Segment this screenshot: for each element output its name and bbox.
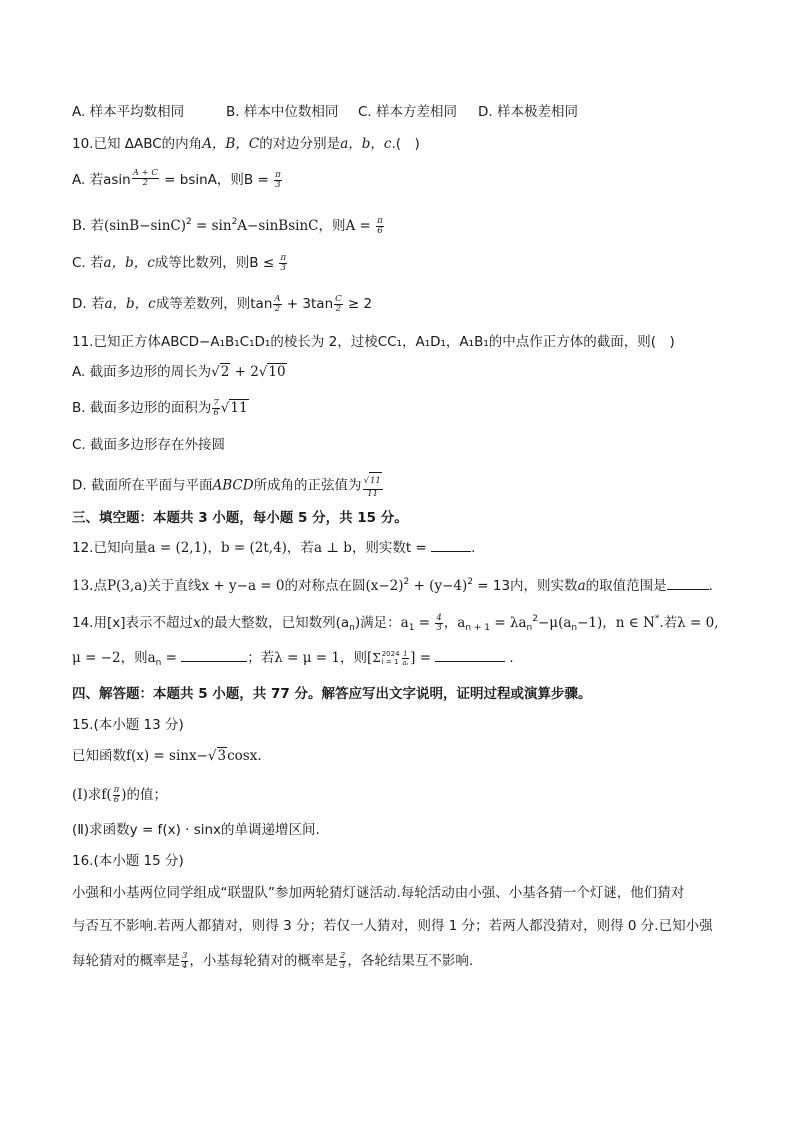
q10-c-prefix: C. 若 <box>72 255 104 271</box>
q12-vec-b2: b <box>343 540 352 556</box>
q10-d-fa-den: 2 <box>274 303 281 314</box>
q14-l2-n: n <box>155 658 162 668</box>
q14-l2-fden: aᵢ <box>402 658 409 667</box>
q14-l1-rec: = λa <box>490 615 527 631</box>
q13-var: a <box>577 578 586 594</box>
q10-c-mid: 成等比数列，则B ≤ <box>154 255 279 271</box>
q10-option-a <box>72 167 283 190</box>
q14-l1-star: * <box>654 614 660 624</box>
q14-answer-blank-1[interactable] <box>181 649 247 662</box>
q15-heading: 15.(本小题 13 分) <box>72 717 184 733</box>
q14-l2-sum <box>372 648 410 668</box>
q14-l2-bot: i = 1 <box>381 658 399 666</box>
q10-option-b <box>72 212 385 236</box>
q10-a-3: 3 <box>275 179 281 190</box>
q14-l2-fnum: 1 <box>403 649 408 658</box>
q14-l1-x: x <box>193 615 201 631</box>
q13-tail: = 13内，则实数 <box>472 578 578 594</box>
q10-stem-prefix: 10.已知 ΔABC的内角 <box>72 136 203 152</box>
q14-l1-tail: .若λ = 0, <box>659 615 719 631</box>
q15-part-2: (Ⅱ)求函数y = f(x) · sinx的单调递增区间. <box>72 822 320 838</box>
q9-option-d: D. 样本极差相同 <box>478 104 578 120</box>
q10-b-pi: π <box>377 215 383 226</box>
q16-l3-n1: 3 <box>182 950 188 961</box>
q9-options <box>72 102 578 122</box>
q14-l1-n1: n + 1 <box>465 623 491 633</box>
q9-option-b: B. 样本中位数相同 <box>226 104 339 120</box>
q14-l2-mid: ；若λ = μ = 1，则[ <box>247 650 373 666</box>
q10-b-sq: 2 <box>185 217 192 227</box>
q14-l2-limits <box>382 650 400 666</box>
q9-option-a: A. 样本平均数相同 <box>72 104 185 120</box>
q12-p3: ，则实数t = <box>351 540 432 556</box>
q11-option-c: C. 截面多边形存在外接圆 <box>72 437 226 453</box>
q14-l1-eq: = <box>414 615 435 631</box>
q10-d-frac-c <box>334 295 343 314</box>
q15-stem-tail: cosx. <box>227 748 262 764</box>
q12-answer-blank[interactable] <box>431 539 471 552</box>
q10-b-6: 6 <box>377 225 383 236</box>
q15-stem: 已知函数f(x) = sinx−√3cosx. <box>72 748 262 764</box>
q10-a-frac-num: A + C <box>132 167 158 178</box>
q13-sq2: 2 <box>467 577 473 587</box>
q11-option-a: A. 截面多边形的周长为√2 + 2√10 <box>72 364 286 380</box>
q10-a-fraction <box>132 169 159 188</box>
q14-l2-close: ] = <box>410 650 436 666</box>
q12-p1: = (2,1)， <box>155 540 221 556</box>
q12-prefix: 12.已知向量 <box>72 540 148 556</box>
q14-l1-sq: 2 <box>532 614 538 624</box>
q10-option-d <box>72 294 372 314</box>
q11-d-num-wrap: √11 <box>363 472 383 490</box>
q14-l1-fden: 3 <box>436 622 442 633</box>
q14-l1-n: n <box>349 623 355 633</box>
q12-end: . <box>471 540 476 556</box>
q11-a-prefix: A. 截面多边形的周长为 <box>72 364 212 380</box>
q12-vec-a2: a <box>313 540 322 556</box>
q14-line-1 <box>72 609 719 638</box>
q10-b-tail: A−sinBsinC，则A = <box>237 218 376 234</box>
q14-l2-frac <box>402 650 410 667</box>
q16-line-3 <box>72 951 473 971</box>
q15-stem-prefix: 已知函数f(x) = sinx− <box>72 748 208 764</box>
section-4-heading: 四、解答题：本题共 5 小题，共 77 分。解答应写出文字说明，证明过程或演算步骤。 <box>72 686 592 702</box>
q10-stem <box>72 134 420 154</box>
q11-d-prefix: D. 截面所在平面与平面 <box>72 477 213 494</box>
section-3-heading: 三、填空题：本题共 3 小题，每小题 5 分，共 15 分。 <box>72 510 408 526</box>
q16-line-1: 小强和小基两位同学组成“联盟队”参加两轮猜灯谜活动.每轮活动由小强、小基各猜一个灯谜，他们猜对 <box>72 885 685 901</box>
q15-p1-pi: π <box>113 784 120 795</box>
q10-d-mid2: + 3tan <box>282 296 334 312</box>
q11-d-den: 11 <box>367 489 379 499</box>
q14-l1-mid: 的最大整数，已知数列(a <box>200 615 350 631</box>
q11-a-sqrt2: 10 <box>268 364 286 380</box>
q10-c-pi-frac <box>279 254 287 273</box>
q10-b-pi-frac <box>376 217 384 236</box>
q16-l3-frac2 <box>339 952 346 971</box>
q10-b-mid: = sin <box>191 218 232 234</box>
q14-l1-mid2: )满足：a <box>354 615 409 631</box>
q11-b-num: 7 <box>213 397 219 408</box>
q11-b-sqrt: 11 <box>230 400 248 416</box>
q15-p1-tail: )的值； <box>121 787 168 803</box>
q14-l1-frac <box>435 614 442 633</box>
q16-l3-d1: 4 <box>182 960 188 971</box>
q10-d-tail: ≥ 2 <box>343 296 373 312</box>
q16-l3-mid: ，小基每轮猜对的概率是 <box>189 953 338 969</box>
q14-l2-sigma: Σ <box>372 651 381 665</box>
q14-l1-1: 1 <box>408 623 415 633</box>
q16-l3-prefix: 每轮猜对的概率是 <box>72 953 180 969</box>
q14-l1-prefix: 14.用[x]表示不超过 <box>72 615 193 631</box>
q10-d-fc-den: 2 <box>335 303 342 314</box>
q11-d-num: 11 <box>369 472 382 489</box>
q10-a-frac-den: 2 <box>142 177 148 188</box>
q10-stem-mid: 的对边分别是 <box>259 136 341 152</box>
q11-d-mid: 所成角的正弦值为 <box>253 477 362 494</box>
q14-l1-n3: n <box>571 623 578 633</box>
q10-d-fc-num: C <box>335 293 342 304</box>
q10-d-mid: 成等差数列，则tan <box>155 296 273 312</box>
q10-a-prefix: A. 若asin <box>72 172 131 188</box>
q14-l1-rec3: −1)，n ∈ N <box>577 615 655 631</box>
q10-d-fa-num: A <box>274 293 281 304</box>
q14-l2-prefix: μ = −2，则a <box>72 650 156 666</box>
q14-l1-rec2: −μ(a <box>538 615 572 631</box>
q15-part-1 <box>72 785 167 805</box>
q10-option-c <box>72 253 288 273</box>
q13-mid: + (y−4) <box>409 578 468 594</box>
q16-l3-d2: 3 <box>339 960 346 971</box>
q13-end: . <box>708 578 713 594</box>
q10-stem-suffix: .( ) <box>391 136 420 152</box>
q13-tail2: 的取值范围是 <box>585 578 667 594</box>
q15-p1-frac <box>113 786 121 805</box>
q11-a-mid: + 2 <box>230 364 259 380</box>
q10-a-pi-frac <box>274 171 282 190</box>
q10-d-vars: a，b，c <box>104 296 156 312</box>
q14-l2-end: . <box>509 650 514 666</box>
q11-a-sqrt1: 2 <box>220 364 230 380</box>
q14-l2-top: 2024 <box>381 650 400 658</box>
q10-stem-vars: A，B，C <box>202 136 260 152</box>
q10-b-sq2: 2 <box>231 217 238 227</box>
q10-c-vars: a，b，c <box>103 255 155 271</box>
q10-a-pi: π <box>275 169 281 180</box>
q16-line-2: 与否互不影响.若两人都猜对，则得 3 分；若仅一人猜对，则得 1 分；若两人都没猜对，则得 0 分.已知小强 <box>72 918 713 934</box>
q16-l3-tail: ，各轮结果互不影响. <box>347 953 474 969</box>
q10-d-prefix: D. 若 <box>72 296 105 312</box>
q11-stem: 11.已知正方体ABCD−A₁B₁C₁D₁的棱长为 2，过棱CC₁，A₁D₁，A₁B₁的中点作正方体的截面，则( ) <box>72 334 675 350</box>
q15-p1-prefix: (Ⅰ)求f( <box>72 787 112 803</box>
q11-option-b: B. 截面多边形的面积为 $\frac{7}{6}$ √11 <box>72 397 248 418</box>
q14-l1-fnum: 4 <box>436 612 442 623</box>
q11-option-d <box>72 472 384 499</box>
q10-d-frac-a <box>273 295 281 314</box>
q10-c-pi: π <box>280 252 287 263</box>
q11-b-frac <box>212 399 219 418</box>
q13-sq1: 2 <box>403 577 410 587</box>
q12-vec-b: b <box>220 540 230 556</box>
q11-d-frac <box>363 472 383 499</box>
q16-l3-n2: 2 <box>339 950 346 961</box>
q10-c-3: 3 <box>280 262 286 273</box>
q12 <box>72 538 475 558</box>
q11-b-prefix: B. 截面多边形的面积为 <box>72 400 212 416</box>
q13-answer-blank[interactable] <box>667 577 709 590</box>
q14-l2-eq: = <box>161 650 182 666</box>
q13-text: 13.点P(3,a)关于直线x + y−a = 0的对称点在圆(x−2) <box>72 578 404 594</box>
q16-l3-frac1 <box>181 952 188 971</box>
q14-line-2 <box>72 648 514 673</box>
q9-option-c: C. 样本方差相同 <box>358 104 458 120</box>
q14-l1-mid3: ，a <box>443 615 466 631</box>
q15-p1-6: 6 <box>113 794 120 805</box>
q13 <box>72 572 713 596</box>
q14-l1-n2: n <box>526 623 533 633</box>
q10-stem-sides: a，b，c <box>340 136 392 152</box>
q10-a-mid: = bsinA，则B = <box>159 172 274 188</box>
q11-d-plane: ABCD <box>212 477 254 494</box>
q12-p2: = (2t,4)，若 <box>229 540 314 556</box>
q12-vec-a: a <box>147 540 156 556</box>
q16-heading: 16.(本小题 15 分) <box>72 853 184 869</box>
q10-b-text: B. 若(sinB−sinC) <box>72 218 186 234</box>
q12-perp: ⊥ <box>322 540 344 556</box>
q11-b-den: 6 <box>213 407 219 418</box>
q14-answer-blank-2[interactable] <box>435 649 505 662</box>
q15-stem-sqrt: 3 <box>217 748 227 764</box>
